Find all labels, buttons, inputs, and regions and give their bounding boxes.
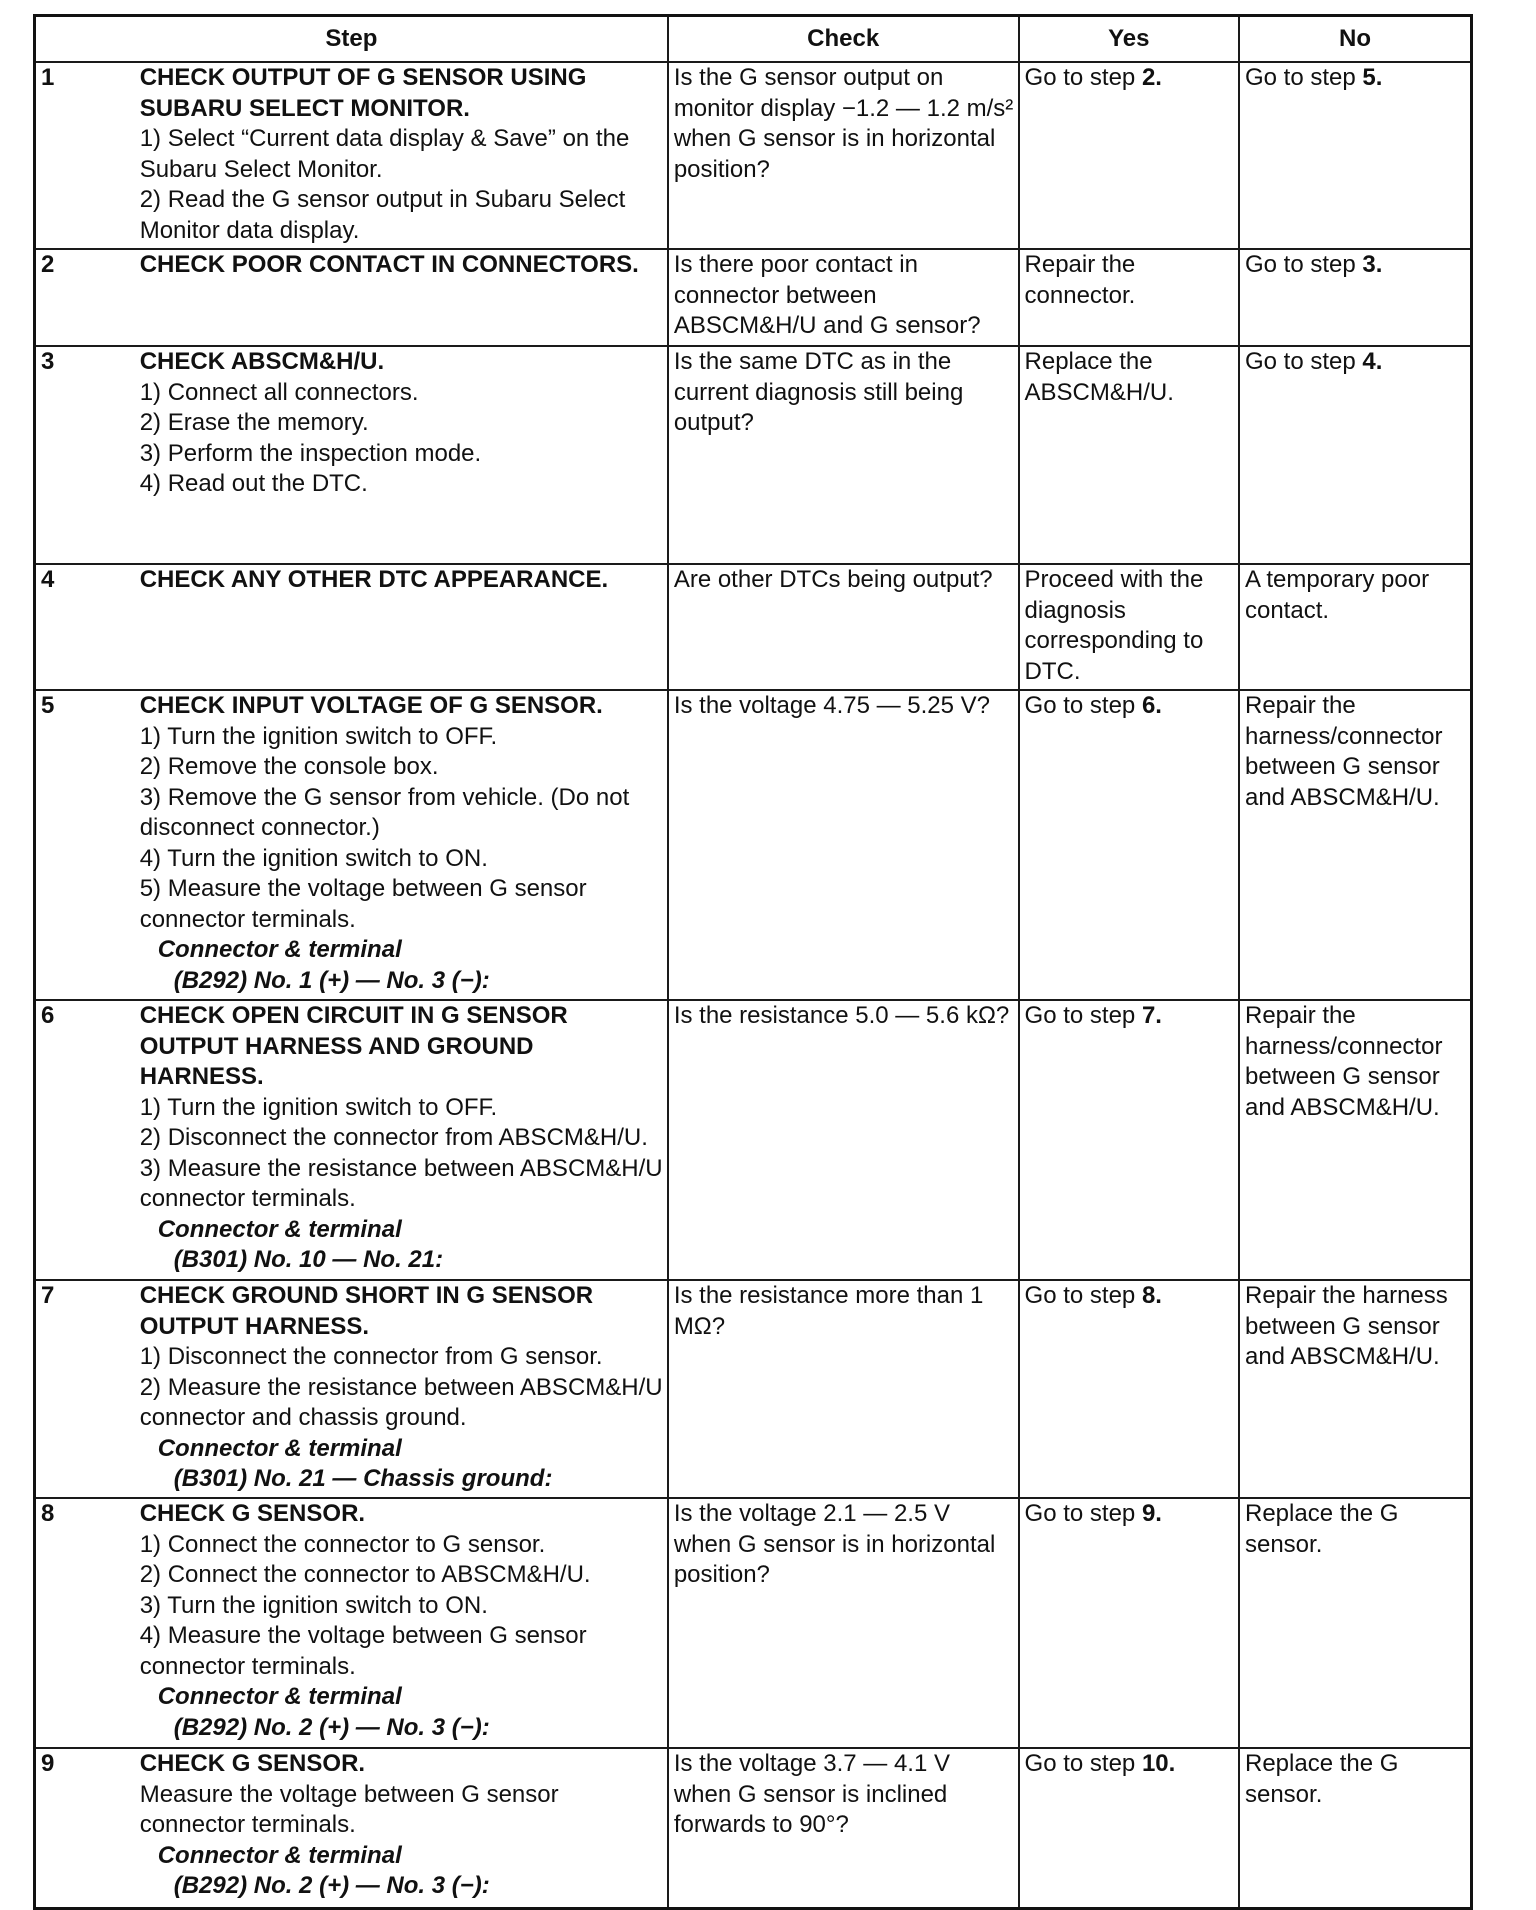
connector-terminal: (B292) No. 2 (+) — No. 3 (−):: [173, 1713, 490, 1741]
no-action: [1239, 1748, 1472, 1908]
check-question: Is the G sensor output on monitor display −1.2 — 1.2 m/s² when G sensor is in horizontal position?: [668, 62, 1019, 249]
no-action: [1239, 1000, 1472, 1280]
yes-text: Go to step: [1024, 1282, 1142, 1309]
yes-action: [1019, 346, 1239, 564]
yes-suffix: .: [1155, 64, 1162, 91]
yes-action: [1019, 564, 1239, 690]
yes-text: Replace the ABSCM&H/U.: [1024, 348, 1174, 406]
step-description: [135, 690, 668, 1000]
step-title: CHECK G SENSOR.: [139, 1750, 366, 1777]
step-instruction: 1) Connect all connectors.: [139, 378, 419, 406]
check-question: Are other DTCs being output?: [668, 564, 1019, 690]
step-number: 2: [35, 249, 135, 346]
check-question: Is the same DTC as in the current diagnosis still being output?: [668, 346, 1019, 564]
step-description: [135, 346, 668, 564]
check-question: Is there poor contact in connector between ABSCM&H/U and G sensor?: [668, 249, 1019, 346]
step-number: 7: [35, 1280, 135, 1498]
step-title: CHECK OPEN CIRCUIT IN G SENSOR OUTPUT HARNESS AND GROUND HARNESS.: [139, 1002, 568, 1090]
step-instruction: 4) Read out the DTC.: [139, 470, 368, 497]
table-row: [35, 1498, 1472, 1748]
no-action: [1239, 1280, 1472, 1498]
yes-text: Go to step: [1024, 64, 1142, 91]
step-instruction: 5) Measure the voltage between G sensor connector terminals.: [139, 875, 587, 933]
step-instruction: 2) Remove the console box.: [139, 753, 439, 780]
step-instruction: 3) Turn the ignition switch to ON.: [139, 1591, 488, 1619]
yes-suffix: .: [1155, 1002, 1162, 1029]
diagnostic-table: [33, 14, 1473, 1910]
yes-text: Go to step: [1024, 692, 1142, 719]
no-step-number: 5: [1362, 64, 1376, 91]
yes-action: [1019, 690, 1239, 1000]
connector-label: Connector & terminal: [157, 1215, 402, 1243]
step-instruction: 1) Connect the connector to G sensor.: [139, 1530, 546, 1558]
no-action: [1239, 690, 1472, 1000]
step-instruction: 1) Select “Current data display & Save” on the Subaru Select Monitor.: [139, 125, 630, 183]
no-action: [1239, 346, 1472, 564]
yes-action: [1019, 62, 1239, 249]
yes-step-number: 10: [1141, 1750, 1169, 1777]
no-step-number: 4: [1362, 348, 1376, 375]
check-question: Is the voltage 2.1 — 2.5 V when G sensor is in horizontal position?: [668, 1498, 1019, 1748]
check-question: Is the resistance more than 1 MΩ?: [668, 1280, 1019, 1498]
step-number: 8: [35, 1498, 135, 1748]
no-text: Repair the harness between G sensor and ABSCM&H/U.: [1244, 1282, 1448, 1370]
step-description: [135, 1498, 668, 1748]
yes-action: [1019, 1280, 1239, 1498]
no-action: [1239, 249, 1472, 346]
step-instruction: 3) Remove the G sensor from vehicle. (Do not disconnect connector.): [139, 783, 630, 841]
step-title: CHECK G SENSOR.: [139, 1500, 366, 1527]
yes-suffix: .: [1155, 692, 1162, 719]
step-instruction: 2) Read the G sensor output in Subaru Select Monitor data display.: [139, 186, 626, 244]
no-text: Repair the harness/connector between G sensor and ABSCM&H/U.: [1244, 1002, 1443, 1121]
step-instruction: 3) Measure the resistance between ABSCM&H/U connector terminals.: [139, 1154, 663, 1212]
connector-terminal: (B292) No. 1 (+) — No. 3 (−):: [173, 966, 490, 994]
connector-label: Connector & terminal: [157, 936, 402, 963]
step-number: 9: [35, 1748, 135, 1908]
step-number: 3: [35, 346, 135, 564]
step-title: CHECK INPUT VOLTAGE OF G SENSOR.: [139, 692, 603, 719]
no-text: Replace the G sensor.: [1244, 1750, 1399, 1808]
yes-step-number: 2: [1141, 64, 1156, 91]
diagnostic-procedure-sheet: [33, 14, 1473, 1910]
step-number: 6: [35, 1000, 135, 1280]
yes-action: [1019, 1000, 1239, 1280]
step-instruction: 1) Turn the ignition switch to OFF.: [139, 722, 498, 750]
step-instruction: 2) Erase the memory.: [139, 409, 369, 436]
table-row: [35, 62, 1472, 249]
step-instruction: 2) Connect the connector to ABSCM&H/U.: [139, 1561, 591, 1588]
check-question: Is the resistance 5.0 — 5.6 kΩ?: [668, 1000, 1019, 1280]
connector-terminal: (B301) No. 21 — Chassis ground:: [173, 1465, 553, 1492]
step-description: [135, 62, 668, 249]
table-row: [35, 1000, 1472, 1280]
step-description: [135, 249, 668, 346]
step-instruction: Measure the voltage between G sensor connector terminals.: [139, 1780, 559, 1838]
yes-text: Repair the connector.: [1024, 251, 1136, 309]
connector-label: Connector & terminal: [157, 1434, 402, 1462]
no-action: [1239, 62, 1472, 249]
yes-suffix: .: [1155, 1282, 1162, 1309]
step-title: CHECK POOR CONTACT IN CONNECTORS.: [139, 251, 639, 278]
yes-action: [1019, 249, 1239, 346]
no-action: [1239, 564, 1472, 690]
step-title: CHECK GROUND SHORT IN G SENSOR OUTPUT HARNESS.: [139, 1282, 594, 1340]
no-text: Go to step: [1244, 251, 1363, 278]
table-row: [35, 249, 1472, 346]
yes-step-number: 9: [1141, 1500, 1156, 1527]
yes-step-number: 8: [1141, 1282, 1156, 1309]
header-check: Check: [668, 16, 1019, 63]
connector-label: Connector & terminal: [157, 1683, 402, 1710]
table-header-row: [35, 16, 1472, 63]
no-suffix: .: [1375, 348, 1383, 375]
no-text: Replace the G sensor.: [1244, 1500, 1399, 1558]
step-description: [135, 1280, 668, 1498]
header-yes: Yes: [1019, 16, 1239, 63]
check-question: Is the voltage 4.75 — 5.25 V?: [668, 690, 1019, 1000]
no-step-number: 3: [1362, 251, 1376, 278]
connector-terminal: (B301) No. 10 — No. 21:: [173, 1246, 444, 1273]
step-description: [135, 1000, 668, 1280]
yes-text: Go to step: [1024, 1500, 1142, 1527]
header-no: No: [1239, 16, 1472, 63]
check-question: Is the voltage 3.7 — 4.1 V when G sensor is inclined forwards to 90°?: [668, 1748, 1019, 1908]
yes-suffix: .: [1155, 1500, 1162, 1527]
connector-label: Connector & terminal: [157, 1841, 402, 1869]
step-description: [135, 564, 668, 690]
yes-text: Go to step: [1024, 1750, 1142, 1777]
table-row: [35, 346, 1472, 564]
yes-text: Proceed with the diagnosis corresponding to DTC.: [1024, 566, 1204, 685]
step-instruction: 4) Turn the ignition switch to ON.: [139, 844, 488, 872]
no-text: Go to step: [1244, 348, 1363, 375]
no-text: Repair the harness/connector between G sensor and ABSCM&H/U.: [1244, 692, 1443, 811]
yes-step-number: 6: [1141, 692, 1156, 719]
step-instruction: 3) Perform the inspection mode.: [139, 439, 482, 467]
step-description: [135, 1748, 668, 1908]
yes-step-number: 7: [1141, 1002, 1156, 1029]
header-step: Step: [35, 16, 668, 63]
step-title: CHECK ANY OTHER DTC APPEARANCE.: [139, 566, 609, 593]
step-title: CHECK ABSCM&H/U.: [139, 348, 385, 375]
no-suffix: .: [1375, 251, 1383, 278]
step-number: 1: [35, 62, 135, 249]
step-number: 4: [35, 564, 135, 690]
table-body: [35, 62, 1472, 1908]
yes-action: [1019, 1498, 1239, 1748]
step-instruction: 2) Disconnect the connector from ABSCM&H/U.: [139, 1124, 648, 1151]
yes-text: Go to step: [1024, 1002, 1142, 1029]
yes-suffix: .: [1168, 1750, 1176, 1777]
step-title: CHECK OUTPUT OF G SENSOR USING SUBARU SELECT MONITOR.: [139, 64, 587, 122]
table-row: [35, 690, 1472, 1000]
step-number: 5: [35, 690, 135, 1000]
step-instruction: 1) Disconnect the connector from G sensor.: [139, 1343, 603, 1370]
step-instruction: 1) Turn the ignition switch to OFF.: [139, 1093, 498, 1121]
step-instruction: 2) Measure the resistance between ABSCM&H/U connector and chassis ground.: [139, 1373, 663, 1431]
table-row: [35, 1748, 1472, 1908]
step-instruction: 4) Measure the voltage between G sensor connector terminals.: [139, 1622, 587, 1680]
no-action: [1239, 1498, 1472, 1748]
no-suffix: .: [1375, 64, 1383, 91]
table-row: [35, 564, 1472, 690]
no-text: A temporary poor contact.: [1244, 566, 1430, 624]
connector-terminal: (B292) No. 2 (+) — No. 3 (−):: [173, 1872, 490, 1899]
yes-action: [1019, 1748, 1239, 1908]
table-row: [35, 1280, 1472, 1498]
no-text: Go to step: [1244, 64, 1363, 91]
